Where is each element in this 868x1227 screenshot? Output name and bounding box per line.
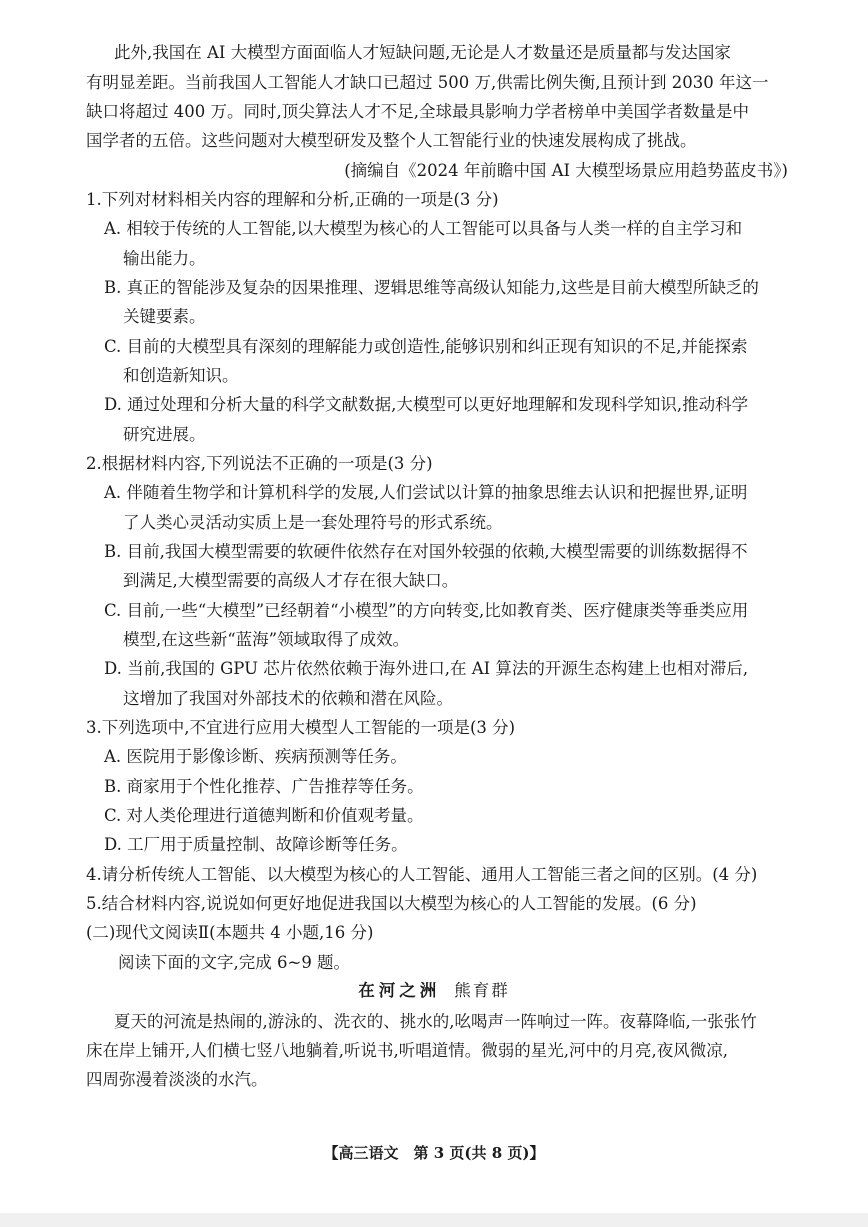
option-1b-cont: 关键要素。 [123,307,206,326]
passage-line: 此外,我国在 AI 大模型方面面临人才短缺问题,无论是人才数量还是质量都与发达国家 [114,43,731,62]
question-1-stem: 1.下列对材料相关内容的理解和分析,正确的一项是(3 分) [86,190,499,209]
option-1a-cont: 输出能力。 [123,249,206,268]
option-2d: D. 当前,我国的 GPU 芯片依然依赖于海外进口,在 AI 算法的开源生态构建上也相对滞后, [104,659,749,678]
option-3a: A. 医院用于影像诊断、疾病预测等任务。 [104,747,407,766]
question-2-stem: 2.根据材料内容,下列说法不正确的一项是(3 分) [86,454,433,473]
passage-line: 国学者的五倍。这些问题对大模型研发及整个人工智能行业的快速发展构成了挑战。 [86,131,697,150]
story-title: 在河之洲 [358,981,441,1000]
passage-line: 有明显差距。当前我国人工智能人才缺口已超过 500 万,供需比例失衡,且预计到 2030 年这一 [86,73,769,92]
option-1b: B. 真正的智能涉及复杂的因果推理、逻辑思维等高级认知能力,这些是目前大模型所缺乏的 [104,278,759,297]
passage-line: 缺口将超过 400 万。同时,顶尖算法人才不足,全球最具影响力学者榜单中美国学者数量是中 [86,102,749,121]
story-author: 熊育群 [454,981,510,1000]
option-2c-cont: 模型,在这些新“蓝海”领域取得了成效。 [123,630,410,649]
option-3c: C. 对人类伦理进行道德判断和价值观考量。 [104,806,424,825]
option-2c: C. 目前,一些“大模型”已经朝着“小模型”的方向转变,比如教育类、医疗健康类等垂类应用 [104,601,749,620]
story-line: 夏天的河流是热闹的,游泳的、洗衣的、挑水的,吆喝声一阵响过一阵。夜幕降临,一张张竹 [114,1012,757,1031]
story-line: 四周弥漫着淡淡的水汽。 [86,1070,268,1089]
page-footer: 【高三语文 第 3 页(共 8 页)】 [323,1144,545,1162]
option-1c: C. 目前的大模型具有深刻的理解能力或创造性,能够识别和纠正现有知识的不足,并能探索 [104,337,748,356]
option-2b-cont: 到满足,大模型需要的高级人才存在很大缺口。 [123,571,459,590]
option-1c-cont: 和创造新知识。 [123,366,239,385]
option-1d: D. 通过处理和分析大量的科学文献数据,大模型可以更好地理解和发现科学知识,推动科学 [104,395,749,414]
question-4: 4.请分析传统人工智能、以大模型为核心的人工智能、通用人工智能三者之间的区别。(4 分) [86,865,758,884]
option-3b: B. 商家用于个性化推荐、广告推荐等任务。 [104,777,424,796]
source-citation: (摘编自《2024 年前瞻中国 AI 大模型场景应用趋势蓝皮书》) [344,161,788,180]
option-2d-cont: 这增加了我国对外部技术的依赖和潜在风险。 [123,689,453,708]
option-2a: A. 伴随着生物学和计算机科学的发展,人们尝试以计算的抽象思维去认识和把握世界,证明 [104,483,748,502]
reading-instruction: 阅读下面的文字,完成 6~9 题。 [118,953,351,972]
option-2b: B. 目前,我国大模型需要的软硬件依然存在对国外较强的依赖,大模型需要的训练数据得不 [104,542,748,561]
question-3-stem: 3.下列选项中,不宜进行应用大模型人工智能的一项是(3 分) [86,718,516,737]
option-1a: A. 相较于传统的人工智能,以大模型为核心的人工智能可以具备与人类一样的自主学习和 [104,219,743,238]
section-heading: (二)现代文阅读Ⅱ(本题共 4 小题,16 分) [86,923,374,942]
option-3d: D. 工厂用于质量控制、故障诊断等任务。 [104,835,408,854]
story-line: 床在岸上铺开,人们横七竖八地躺着,听说书,听唱道情。微弱的星光,河中的月亮,夜风微凉, [86,1041,728,1060]
option-1d-cont: 研究进展。 [123,425,206,444]
option-2a-cont: 了人类心灵活动实质上是一套处理符号的形式系统。 [123,513,503,532]
story-heading [0,980,868,1002]
question-5: 5.结合材料内容,说说如何更好地促进我国以大模型为核心的人工智能的发展。(6 分) [86,894,697,913]
scan-bottom-edge [0,1213,868,1227]
